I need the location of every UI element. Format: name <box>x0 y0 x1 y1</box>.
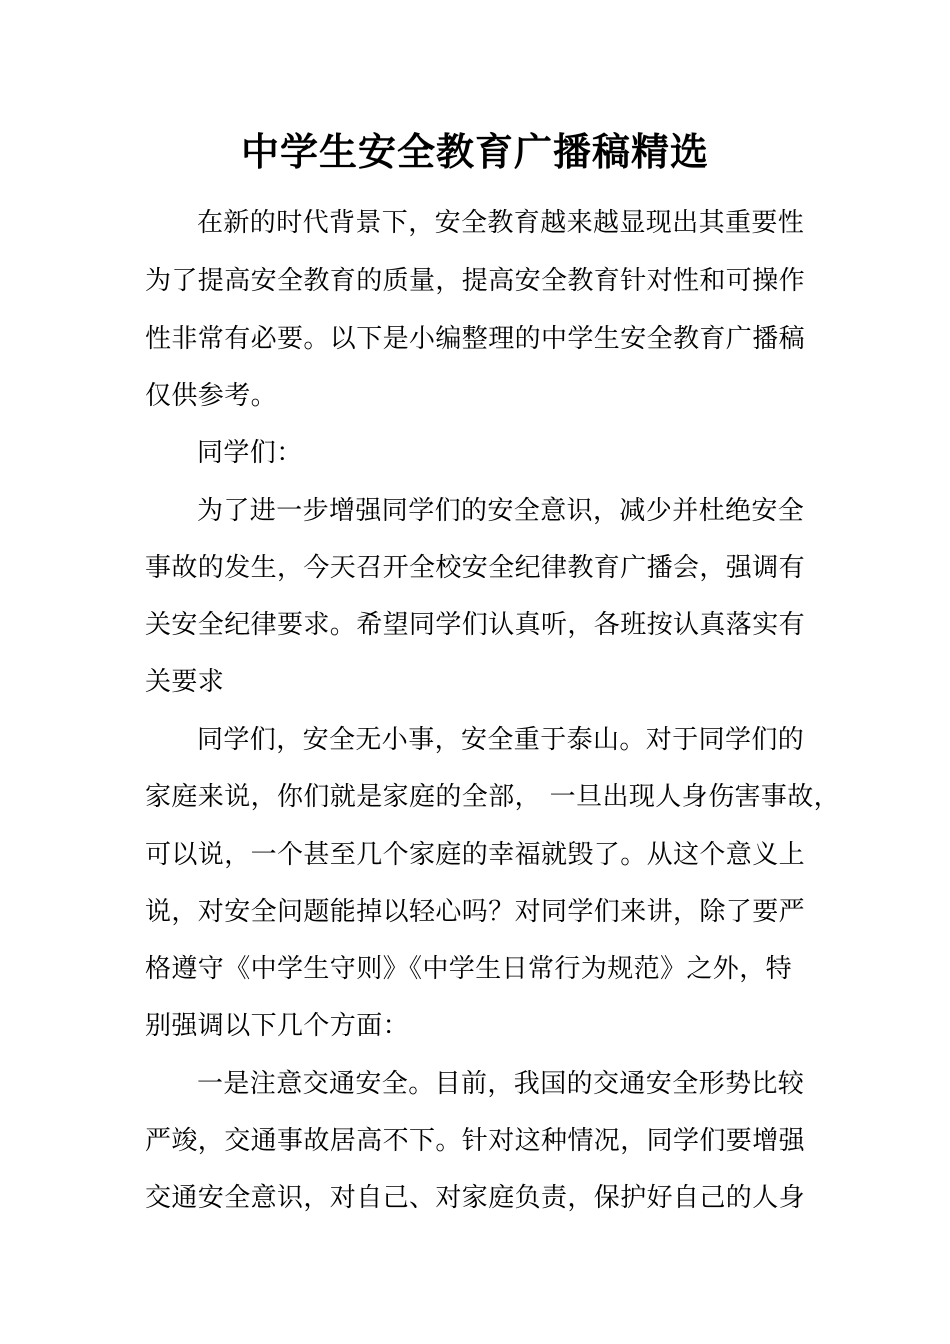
paragraph-line: 格遵守《中学生守则》《中学生日常行为规范》之外，特 <box>145 954 793 984</box>
paragraph-line: 事故的发生，今天召开全校安全纪律教育广播会，强调有 <box>145 553 806 583</box>
paragraph-line: 性非常有必要。以下是小编整理的中学生安全教育广播稿 <box>145 324 806 354</box>
paragraph-line: 一是注意交通安全。目前，我国的交通安全形势比较 <box>197 1069 805 1099</box>
paragraph-line: 为了提高安全教育的质量，提高安全教育针对性和可操作 <box>145 266 806 296</box>
paragraph-line: 严竣，交通事故居高不下。针对这种情况，同学们要增强 <box>145 1126 806 1156</box>
document-title: 中学生安全教育广播稿精选 <box>240 130 709 174</box>
paragraph-line: 交通安全意识，对自己、对家庭负责，保护好自己的人身 <box>145 1183 806 1213</box>
paragraph-line: 家庭来说，你们就是家庭的全部， 一旦出现人身伤害事故， <box>145 782 841 812</box>
paragraph-line: 仅供参考。 <box>145 381 278 411</box>
paragraph-line: 说，对安全问题能掉以轻心吗？对同学们来讲，除了要严 <box>145 897 806 927</box>
paragraph-line: 关安全纪律要求。希望同学们认真听，各班按认真落实有 <box>145 610 806 640</box>
paragraph-line: 为了进一步增强同学们的安全意识，减少并杜绝安全 <box>197 496 805 526</box>
paragraph-line: 在新的时代背景下，安全教育越来越显现出其重要性 <box>197 208 805 238</box>
paragraph-line: 同学们： <box>197 438 303 468</box>
paragraph-line: 别强调以下几个方面： <box>145 1011 410 1041</box>
paragraph-line: 同学们，安全无小事，安全重于泰山。对于同学们的 <box>197 725 805 755</box>
paragraph-line: 关要求 <box>145 667 225 697</box>
paragraph-line: 可以说，一个甚至几个家庭的幸福就毁了。从这个意义上 <box>145 840 806 870</box>
